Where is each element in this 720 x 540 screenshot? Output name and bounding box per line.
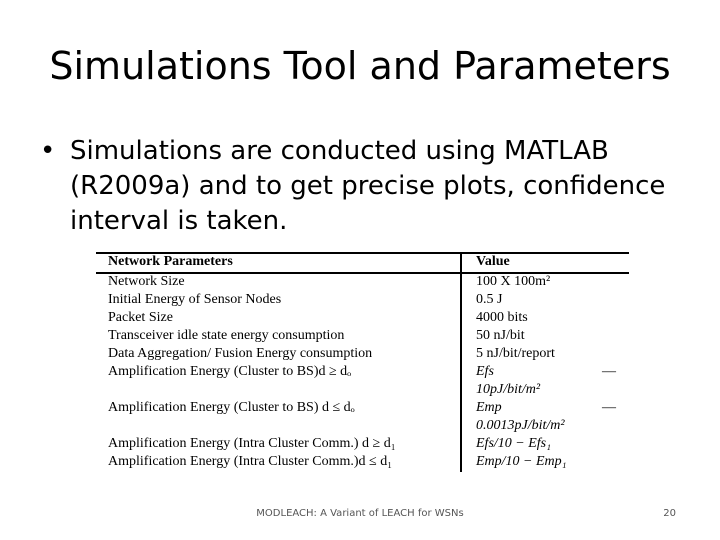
row-param: Initial Energy of Sensor Nodes (108, 292, 282, 307)
table-row (96, 291, 629, 309)
row-param: Data Aggregation/ Fusion Energy consumption (108, 346, 373, 361)
row-value: Emp (476, 400, 502, 415)
bullet-text: Simulations are conducted using MATLAB (R2009a) and to get precise plots, confidence interval is taken. (70, 136, 666, 236)
table-row (96, 309, 629, 327)
row-value: Efs/10 − Efs₁ (476, 436, 551, 451)
table-row (96, 435, 629, 453)
bullet-point (40, 134, 680, 239)
row-param: Packet Size (108, 310, 173, 325)
page-number: 20 (663, 508, 676, 519)
table-row (96, 363, 629, 381)
table-row (96, 399, 629, 417)
slide-footer: MODLEACH: A Variant of LEACH for WSNs (256, 508, 464, 519)
table-row (96, 417, 629, 435)
row-value: Emp/10 − Emp₁ (476, 454, 567, 469)
row-param: Amplification Energy (Intra Cluster Comm.) d ≥ d₁ (108, 436, 396, 451)
row-param: Amplification Energy (Cluster to BS)d ≥ dₒ (108, 364, 352, 379)
row-param: Amplification Energy (Cluster to BS) d ≤ dₒ (108, 400, 355, 415)
row-value: 50 nJ/bit (476, 328, 525, 343)
row-value: 0.5 J (476, 292, 503, 307)
row-param: Amplification Energy (Intra Cluster Comm.)d ≤ d₁ (108, 454, 393, 469)
table-row (96, 327, 629, 345)
table-row (96, 273, 629, 291)
row-param: Transceiver idle state energy consumption (108, 328, 345, 343)
row-value: 5 nJ/bit/report (476, 346, 555, 361)
row-value: 10pJ/bit/m² (476, 382, 541, 397)
table-row (96, 345, 629, 363)
table-row (96, 453, 629, 471)
row-value: 4000 bits (476, 310, 528, 325)
row-value: 0.0013pJ/bit/m² (476, 418, 565, 433)
row-value: 100 X 100m² (476, 274, 551, 289)
row-extra: — (602, 400, 616, 415)
table-row (96, 381, 629, 399)
table-header-row (96, 253, 629, 271)
header-value: Value (476, 254, 510, 269)
row-value: Efs (476, 364, 494, 379)
row-extra: — (602, 364, 616, 379)
row-param: Network Size (108, 274, 185, 289)
header-network-parameters: Network Parameters (108, 254, 233, 269)
slide-title: Simulations Tool and Parameters (49, 44, 671, 88)
bullet-symbol: • (40, 136, 56, 166)
parameters-table (96, 252, 629, 472)
